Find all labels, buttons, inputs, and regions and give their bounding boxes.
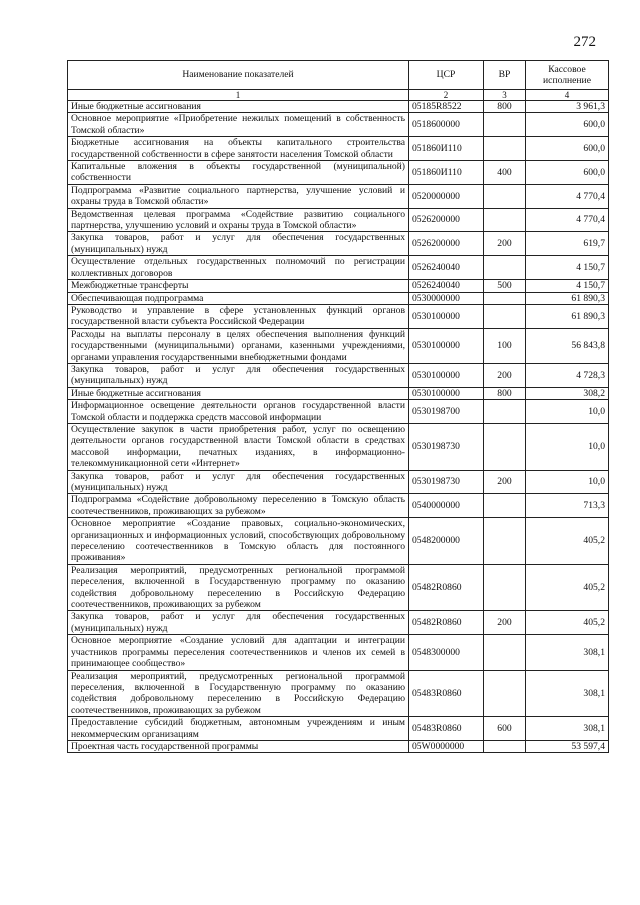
table-row xyxy=(68,400,609,424)
row-name-cell: Осуществление отдельных государственных полномочий по регистрации коллективных договоров xyxy=(68,256,409,280)
row-csr-cell: 0548300000 xyxy=(409,635,484,670)
row-sum-cell: 10,0 xyxy=(526,470,609,494)
row-csr-cell: 0526200000 xyxy=(409,232,484,256)
table-row xyxy=(68,423,609,470)
table-row xyxy=(68,280,609,292)
table-row xyxy=(68,184,609,208)
row-name-cell: Осуществление закупок в части приобретения работ, услуг по освещению деятельности органов государственной власти Томской области в средствах массовой информации, печатных изданиях, в информационно-телекоммуникационной сети «Интернет» xyxy=(68,423,409,470)
table-row xyxy=(68,611,609,635)
row-csr-cell: 0530000000 xyxy=(409,292,484,304)
table-row xyxy=(68,387,609,399)
row-name-cell: Проектная часть государственной программы xyxy=(68,740,409,752)
row-name-cell: Межбюджетные трансферты xyxy=(68,280,409,292)
row-name-cell: Реализация мероприятий, предусмотренных региональной программой переселения, включенной в Государственную программу по оказанию содействия добровольному переселению в Российскую Федерацию соотечественников, проживающих за рубежом xyxy=(68,564,409,611)
row-csr-cell: 05483R0860 xyxy=(409,717,484,741)
row-name-cell: Обеспечивающая подпрограмма xyxy=(68,292,409,304)
row-vr-cell: 200 xyxy=(484,611,526,635)
row-sum-cell: 61 890,3 xyxy=(526,304,609,328)
column-number: 4 xyxy=(526,90,609,101)
row-sum-cell: 600,0 xyxy=(526,161,609,185)
row-sum-cell: 600,0 xyxy=(526,113,609,137)
row-csr-cell: 0526240040 xyxy=(409,280,484,292)
table-row xyxy=(68,113,609,137)
table-row xyxy=(68,363,609,387)
row-csr-cell: 0530100000 xyxy=(409,328,484,363)
row-vr-cell xyxy=(484,256,526,280)
row-vr-cell xyxy=(484,292,526,304)
row-csr-cell: 0526240040 xyxy=(409,256,484,280)
table-row xyxy=(68,328,609,363)
table-row xyxy=(68,740,609,752)
column-number-row xyxy=(68,90,609,101)
row-name-cell: Основное мероприятие «Создание правовых, социально-экономических, организационных и информационных условий, способствующих добровольному переселению соотечественников в Томскую область для постоянного проживания» xyxy=(68,518,409,565)
row-vr-cell xyxy=(484,564,526,611)
table-row xyxy=(68,304,609,328)
row-vr-cell: 600 xyxy=(484,717,526,741)
table-row xyxy=(68,292,609,304)
row-name-cell: Реализация мероприятий, предусмотренных региональной программой переселения, включенной в Государственную программу по оказанию содействия добровольному переселению в Российскую Федерацию соотечественников, проживающих за рубежом xyxy=(68,670,409,717)
row-csr-cell: 0520000000 xyxy=(409,184,484,208)
row-sum-cell: 4 770,4 xyxy=(526,184,609,208)
row-csr-cell: 05483R0860 xyxy=(409,670,484,717)
row-csr-cell: 05482R0860 xyxy=(409,611,484,635)
row-vr-cell xyxy=(484,400,526,424)
row-vr-cell: 800 xyxy=(484,387,526,399)
row-vr-cell xyxy=(484,635,526,670)
row-vr-cell: 800 xyxy=(484,101,526,113)
row-name-cell: Ведомственная целевая программа «Содействие развитию социального партнерства, улучшению условий и охраны труда в Томской области» xyxy=(68,208,409,232)
column-number: 2 xyxy=(409,90,484,101)
row-vr-cell xyxy=(484,208,526,232)
column-number: 3 xyxy=(484,90,526,101)
row-sum-cell: 405,2 xyxy=(526,611,609,635)
row-sum-cell: 53 597,4 xyxy=(526,740,609,752)
row-csr-cell: 05185R8522 xyxy=(409,101,484,113)
table-row xyxy=(68,635,609,670)
column-number: 1 xyxy=(68,90,409,101)
row-sum-cell: 10,0 xyxy=(526,400,609,424)
header-vr: ВР xyxy=(484,61,526,90)
row-name-cell: Основное мероприятие «Создание условий для адаптации и интеграции участников программы переселения соотечественников и членов их семей в принимающее сообщество» xyxy=(68,635,409,670)
row-name-cell: Предоставление субсидий бюджетным, автономным учреждениям и иным некоммерческим организациям xyxy=(68,717,409,741)
row-csr-cell: 0518600000 xyxy=(409,113,484,137)
row-csr-cell: 0548200000 xyxy=(409,518,484,565)
row-csr-cell: 0530100000 xyxy=(409,304,484,328)
row-sum-cell: 4 150,7 xyxy=(526,256,609,280)
row-sum-cell: 405,2 xyxy=(526,518,609,565)
row-csr-cell: 05W0000000 xyxy=(409,740,484,752)
row-name-cell: Руководство и управление в сфере установленных функций органов государственной власти субъекта Российской Федерации xyxy=(68,304,409,328)
header-name: Наименование показателей xyxy=(68,61,409,90)
row-name-cell: Расходы на выплаты персоналу в целях обеспечения выполнения функций государственными (муниципальными) органами, казенными учреждениями, органами управления государственными внебюджетными фондами xyxy=(68,328,409,363)
row-csr-cell: 05482R0860 xyxy=(409,564,484,611)
table-row xyxy=(68,564,609,611)
row-name-cell: Закупка товаров, работ и услуг для обеспечения государственных (муниципальных) нужд xyxy=(68,611,409,635)
table-row xyxy=(68,137,609,161)
table-row xyxy=(68,470,609,494)
row-vr-cell: 100 xyxy=(484,328,526,363)
header-sum: Кассовое исполнение xyxy=(526,61,609,90)
table-row xyxy=(68,717,609,741)
row-csr-cell: 0530198730 xyxy=(409,423,484,470)
row-csr-cell: 051860И110 xyxy=(409,161,484,185)
row-csr-cell: 051860И110 xyxy=(409,137,484,161)
row-sum-cell: 713,3 xyxy=(526,494,609,518)
row-csr-cell: 0530198700 xyxy=(409,400,484,424)
row-csr-cell: 0540000000 xyxy=(409,494,484,518)
row-vr-cell xyxy=(484,740,526,752)
header-csr: ЦСР xyxy=(409,61,484,90)
table-row xyxy=(68,232,609,256)
row-name-cell: Закупка товаров, работ и услуг для обеспечения государственных (муниципальных) нужд xyxy=(68,232,409,256)
row-sum-cell: 619,7 xyxy=(526,232,609,256)
row-vr-cell xyxy=(484,494,526,518)
row-vr-cell: 500 xyxy=(484,280,526,292)
row-sum-cell: 600,0 xyxy=(526,137,609,161)
row-sum-cell: 3 961,3 xyxy=(526,101,609,113)
table-row xyxy=(68,494,609,518)
table-row xyxy=(68,518,609,565)
row-sum-cell: 4 770,4 xyxy=(526,208,609,232)
table-row xyxy=(68,208,609,232)
row-sum-cell: 61 890,3 xyxy=(526,292,609,304)
row-name-cell: Бюджетные ассигнования на объекты капитального строительства государственной собственности в сфере занятости населения Томской области xyxy=(68,137,409,161)
row-csr-cell: 0530198730 xyxy=(409,470,484,494)
row-vr-cell xyxy=(484,518,526,565)
row-vr-cell: 200 xyxy=(484,363,526,387)
row-vr-cell: 200 xyxy=(484,232,526,256)
header-row xyxy=(68,61,609,90)
row-name-cell: Закупка товаров, работ и услуг для обеспечения государственных (муниципальных) нужд xyxy=(68,363,409,387)
row-vr-cell xyxy=(484,423,526,470)
row-name-cell: Иные бюджетные ассигнования xyxy=(68,387,409,399)
table-row xyxy=(68,670,609,717)
row-sum-cell: 308,1 xyxy=(526,717,609,741)
row-name-cell: Подпрограмма «Развитие социального партнерства, улучшение условий и охраны труда в Томской области» xyxy=(68,184,409,208)
page-number: 272 xyxy=(573,34,596,50)
table-row xyxy=(68,161,609,185)
budget-table xyxy=(67,60,609,753)
row-sum-cell: 4 150,7 xyxy=(526,280,609,292)
table-row xyxy=(68,256,609,280)
row-name-cell: Информационное освещение деятельности органов государственной власти Томской области и поддержка средств массовой информации xyxy=(68,400,409,424)
row-name-cell: Подпрограмма «Содействие добровольному переселению в Томскую область соотечественников, проживающих за рубежом» xyxy=(68,494,409,518)
row-sum-cell: 308,1 xyxy=(526,635,609,670)
row-vr-cell xyxy=(484,137,526,161)
row-sum-cell: 308,2 xyxy=(526,387,609,399)
row-vr-cell xyxy=(484,184,526,208)
row-csr-cell: 0530100000 xyxy=(409,387,484,399)
row-csr-cell: 0526200000 xyxy=(409,208,484,232)
table-body xyxy=(68,101,609,753)
row-vr-cell: 200 xyxy=(484,470,526,494)
row-name-cell: Иные бюджетные ассигнования xyxy=(68,101,409,113)
row-csr-cell: 0530100000 xyxy=(409,363,484,387)
row-sum-cell: 10,0 xyxy=(526,423,609,470)
row-name-cell: Закупка товаров, работ и услуг для обеспечения государственных (муниципальных) нужд xyxy=(68,470,409,494)
row-vr-cell xyxy=(484,113,526,137)
row-vr-cell xyxy=(484,670,526,717)
row-name-cell: Основное мероприятие «Приобретение нежилых помещений в собственность Томской области» xyxy=(68,113,409,137)
row-sum-cell: 308,1 xyxy=(526,670,609,717)
row-name-cell: Капитальные вложения в объекты государственной (муниципальной) собственности xyxy=(68,161,409,185)
table-row xyxy=(68,101,609,113)
row-sum-cell: 4 728,3 xyxy=(526,363,609,387)
row-vr-cell: 400 xyxy=(484,161,526,185)
row-vr-cell xyxy=(484,304,526,328)
row-sum-cell: 56 843,8 xyxy=(526,328,609,363)
row-sum-cell: 405,2 xyxy=(526,564,609,611)
